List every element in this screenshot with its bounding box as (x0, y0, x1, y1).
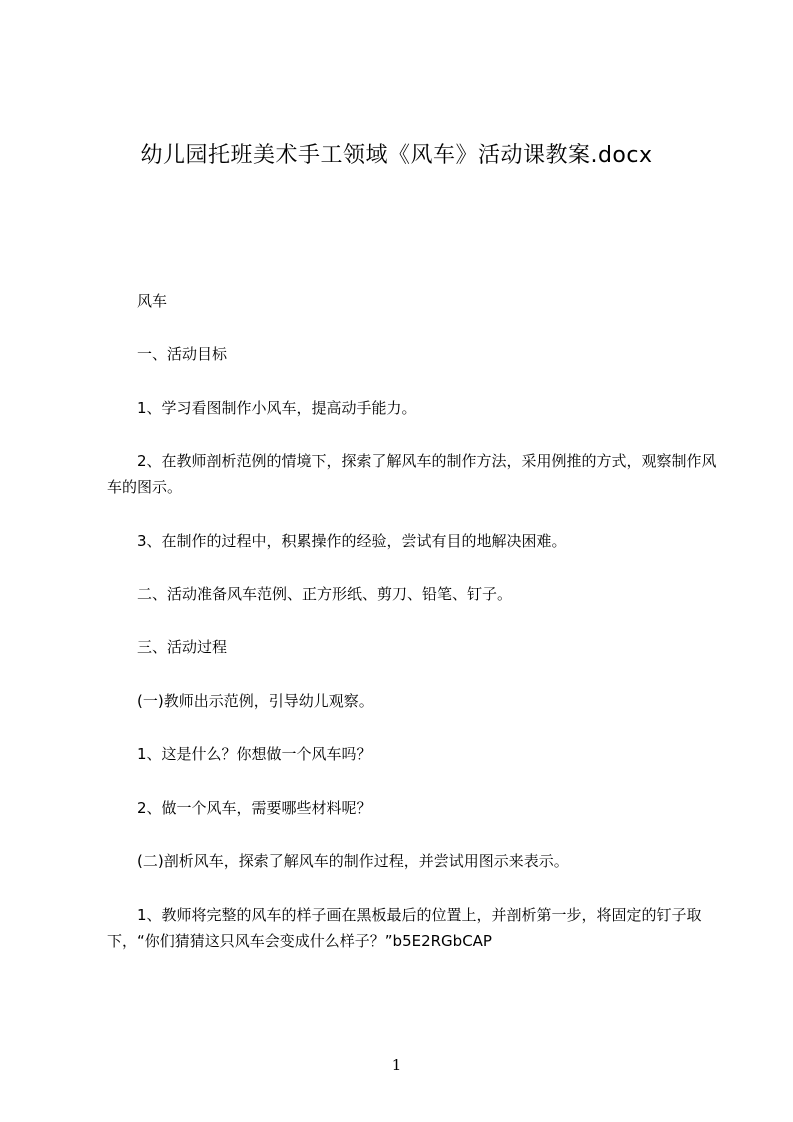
paragraph-section-goals: 一、活动目标 (137, 345, 228, 363)
paragraph-question-1: 1、这是什么？你想做一个风车吗？ (137, 745, 372, 763)
page-number: 1 (391, 1056, 402, 1074)
document-title: 幼儿园托班美术手工领域《风车》活动课教案.docx (140, 143, 653, 168)
paragraph-heading-windmill: 风车 (137, 292, 168, 310)
paragraph-step-1: (一)教师出示范例，引导幼儿观察。 (137, 692, 374, 710)
paragraph-section-process: 三、活动过程 (137, 638, 228, 656)
paragraph-goal-1: 1、学习看图制作小风车，提高动手能力。 (137, 399, 417, 417)
paragraph-step-2-detail: 1、教师将完整的风车的样子画在黑板最后的位置上，并剖析第一步，将固定的钉子取下，“你们猜猜这只风车会变成什么样子？”b5E2RGbCAP (107, 906, 702, 950)
paragraph-goal-3: 3、在制作的过程中，积累操作的经验，尝试有目的地解决困难。 (137, 532, 567, 550)
paragraph-question-2: 2、做一个风车，需要哪些材料呢？ (137, 799, 372, 817)
paragraph-step-2: (二)剖析风车，探索了解风车的制作过程，并尝试用图示来表示。 (137, 852, 569, 870)
paragraph-section-preparation: 二、活动准备风车范例、正方形纸、剪刀、铅笔、钉子。 (137, 585, 513, 603)
paragraph-goal-2: 2、在教师剖析范例的情境下，探索了解风车的制作方法，采用例推的方式，观察制作风车的图示。 (107, 452, 717, 496)
